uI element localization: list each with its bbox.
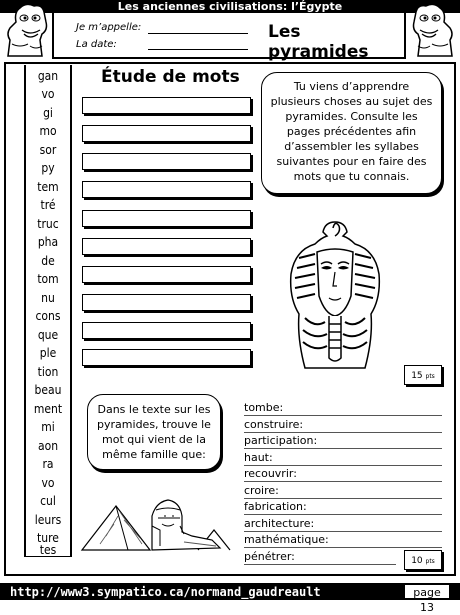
points-box-top xyxy=(404,365,442,385)
syllable: tré xyxy=(40,198,56,212)
syllable: vo xyxy=(41,476,55,490)
syllable: ra xyxy=(42,457,54,471)
family-bubble: Dans le texte sur les pyramides, trouve le mot qui vient de la même famille que: xyxy=(87,394,221,470)
answer-box[interactable] xyxy=(82,349,251,366)
word-label: pénétrer: xyxy=(244,550,295,563)
syllable: cul xyxy=(40,494,56,508)
word-answer-line[interactable] xyxy=(244,481,442,482)
series-title: Les anciennes civilisations: l’Égypte xyxy=(0,0,460,13)
date-label: La date: xyxy=(76,39,117,50)
points-unit: pts xyxy=(425,558,435,565)
syllable: tom xyxy=(37,272,59,286)
syllable: mo xyxy=(39,124,57,138)
points-unit: pts xyxy=(425,373,435,380)
name-label: Je m’appelle: xyxy=(76,22,142,33)
answer-box[interactable] xyxy=(82,210,251,227)
word-answer-line[interactable] xyxy=(244,498,442,499)
syllable: tem xyxy=(37,180,59,194)
syllable: que xyxy=(37,328,59,342)
header-box xyxy=(52,13,406,62)
syllable: py xyxy=(41,161,55,175)
syllable: gi xyxy=(43,106,53,120)
points-box-bottom xyxy=(404,550,442,570)
syllable: gan xyxy=(37,69,59,83)
syllable: ture xyxy=(37,531,59,545)
word-answer-line[interactable] xyxy=(244,514,442,515)
syllable: aon xyxy=(37,439,59,453)
syllable: beau xyxy=(34,383,62,397)
word-answer-line[interactable] xyxy=(244,531,442,532)
syllable: pha xyxy=(37,235,59,249)
answer-box[interactable] xyxy=(82,238,251,255)
word-answer-line[interactable] xyxy=(244,465,442,466)
word-label: tombe: xyxy=(244,401,284,414)
answer-box[interactable] xyxy=(82,294,251,311)
syllable: truc xyxy=(37,217,59,231)
word-label: mathématique: xyxy=(244,533,329,546)
word-label: fabrication: xyxy=(244,500,307,513)
syllable: cons xyxy=(35,309,61,323)
points-value: 10 xyxy=(411,556,423,566)
word-label: construire: xyxy=(244,418,304,431)
name-field[interactable] xyxy=(148,33,248,34)
footer-url: http://www3.sympatico.ca/normand_gaudreault xyxy=(10,585,321,599)
date-field[interactable] xyxy=(148,49,248,50)
syllable: tes xyxy=(39,543,57,557)
pyramids-sphinx-illustration xyxy=(80,486,230,552)
answer-box[interactable] xyxy=(82,181,251,198)
syllable: mi xyxy=(41,420,55,434)
syllable: ple xyxy=(39,346,57,360)
answer-box[interactable] xyxy=(82,266,251,283)
syllable: sor xyxy=(39,143,57,157)
word-answer-line[interactable] xyxy=(244,415,442,416)
instructions-bubble: Tu viens d’apprendre plusieurs choses au sujet des pyramides. Consulte les pages précédentes afin d’assembler les syllabes suivantes pour en faire des mots que tu connais. xyxy=(261,72,442,194)
word-label: croire: xyxy=(244,484,279,497)
word-answer-line[interactable] xyxy=(244,448,442,449)
word-label: haut: xyxy=(244,451,273,464)
word-label: recouvrir: xyxy=(244,467,297,480)
word-label: architecture: xyxy=(244,517,315,530)
syllable: de xyxy=(41,254,55,268)
answer-box[interactable] xyxy=(82,97,251,114)
word-answer-line[interactable] xyxy=(244,564,396,565)
camel-illustration-left xyxy=(0,0,52,58)
points-value: 15 xyxy=(411,371,423,381)
syllable: tion xyxy=(37,365,59,379)
word-answer-line[interactable] xyxy=(244,547,442,548)
footer-band xyxy=(0,583,460,614)
syllable: vo xyxy=(41,87,55,101)
answer-box[interactable] xyxy=(82,125,251,142)
pharaoh-mask-illustration xyxy=(285,218,385,378)
word-answer-line[interactable] xyxy=(244,432,442,433)
study-title: Étude de mots xyxy=(101,67,240,87)
page-number: page 13 xyxy=(404,584,450,599)
camel-illustration-right xyxy=(408,0,460,58)
answer-box[interactable] xyxy=(82,153,251,170)
syllable-column xyxy=(24,65,72,557)
syllable: leurs xyxy=(34,513,62,527)
page-title: Les pyramides xyxy=(268,22,369,62)
answer-box[interactable] xyxy=(82,322,251,339)
syllable: nu xyxy=(41,291,55,305)
word-label: participation: xyxy=(244,434,318,447)
syllable: ment xyxy=(33,402,63,416)
